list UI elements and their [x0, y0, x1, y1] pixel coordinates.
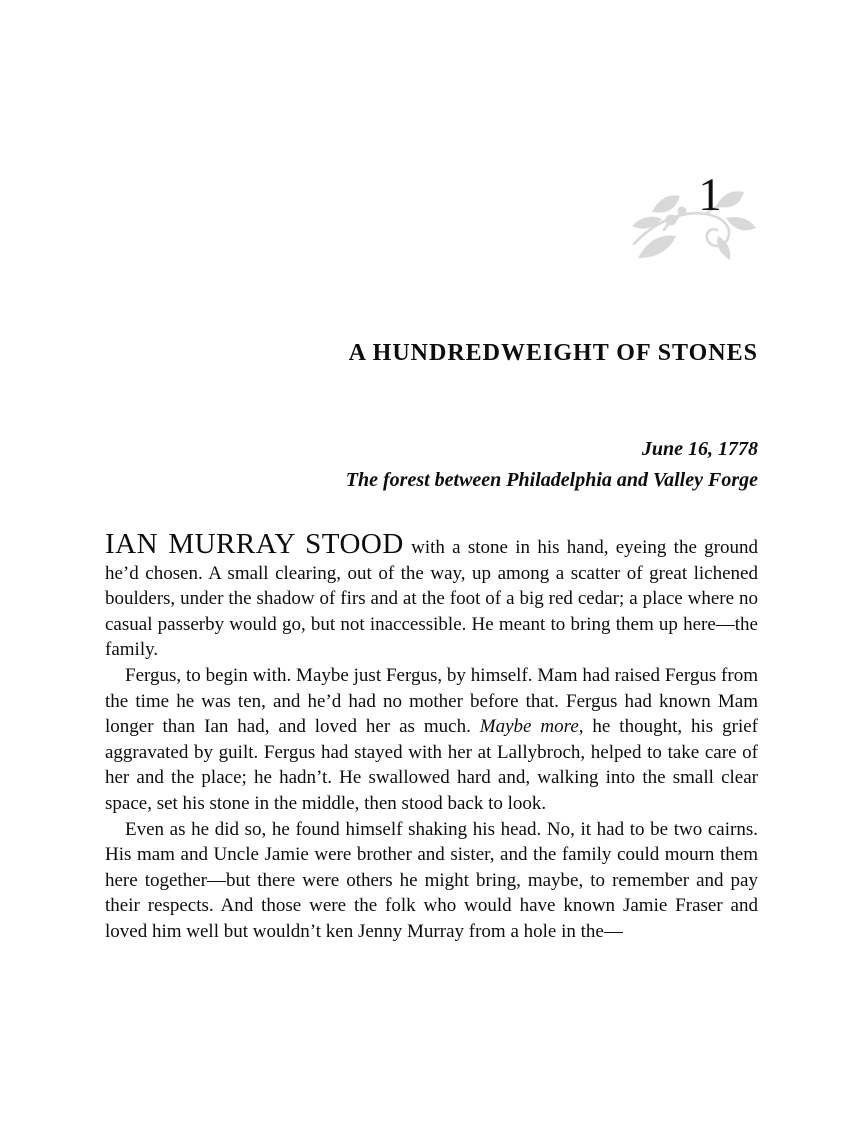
- paragraph: [105, 528, 758, 663]
- text-run: Even as he did so, he found himself shaking his head. No, it had to be two cairns. His mam and Uncle Jamie were brother and sister, and the family could mourn them here together—but there were others he might bring, maybe, to remember and pay their respects. And those were the folk who would have known Jamie Fraser and loved him well but wouldn’t ken Jenny Murray from a hole in the—: [105, 818, 758, 942]
- paragraph: [105, 663, 758, 817]
- dateline-date: June 16, 1778: [641, 438, 758, 460]
- dateline-location: The forest between Philadelphia and Valley Forge: [345, 469, 758, 491]
- chapter-number: 1: [698, 169, 722, 221]
- text-run: he thought, his grief aggravated by guilt. Fergus had stayed with her at Lallybroch, helped to take care of her and the place; he hadn’t. He swallowed hard and, walking into the small clear space, set his stone in the middle, then stood back to look.: [105, 716, 759, 814]
- paragraph: [105, 817, 758, 945]
- text-run: with a stone in his hand, eyeing the ground he’d chosen. A small clearing, out of the way, up among a scatter of great lichened boulders, under the shadow of firs and at the foot of a big red cedar; a place where no casual passerby would go, but not inaccessible. He meant to bring them up here—the family.: [105, 537, 758, 661]
- paragraph-lead-in: IAN MURRAY STOOD: [105, 528, 404, 560]
- text-run: Fergus, to begin with. Maybe just Fergus, by himself. Mam had raised Fergus from the time he was ten, and he’d had no mother before that. Fergus had known Mam longer than Ian had, and loved her as much.: [105, 664, 758, 738]
- body-text: [105, 528, 759, 945]
- dateline: [346, 434, 758, 496]
- chapter-title: A HUNDREDWEIGHT OF STONES: [348, 340, 758, 366]
- text-run: Maybe more,: [479, 716, 584, 738]
